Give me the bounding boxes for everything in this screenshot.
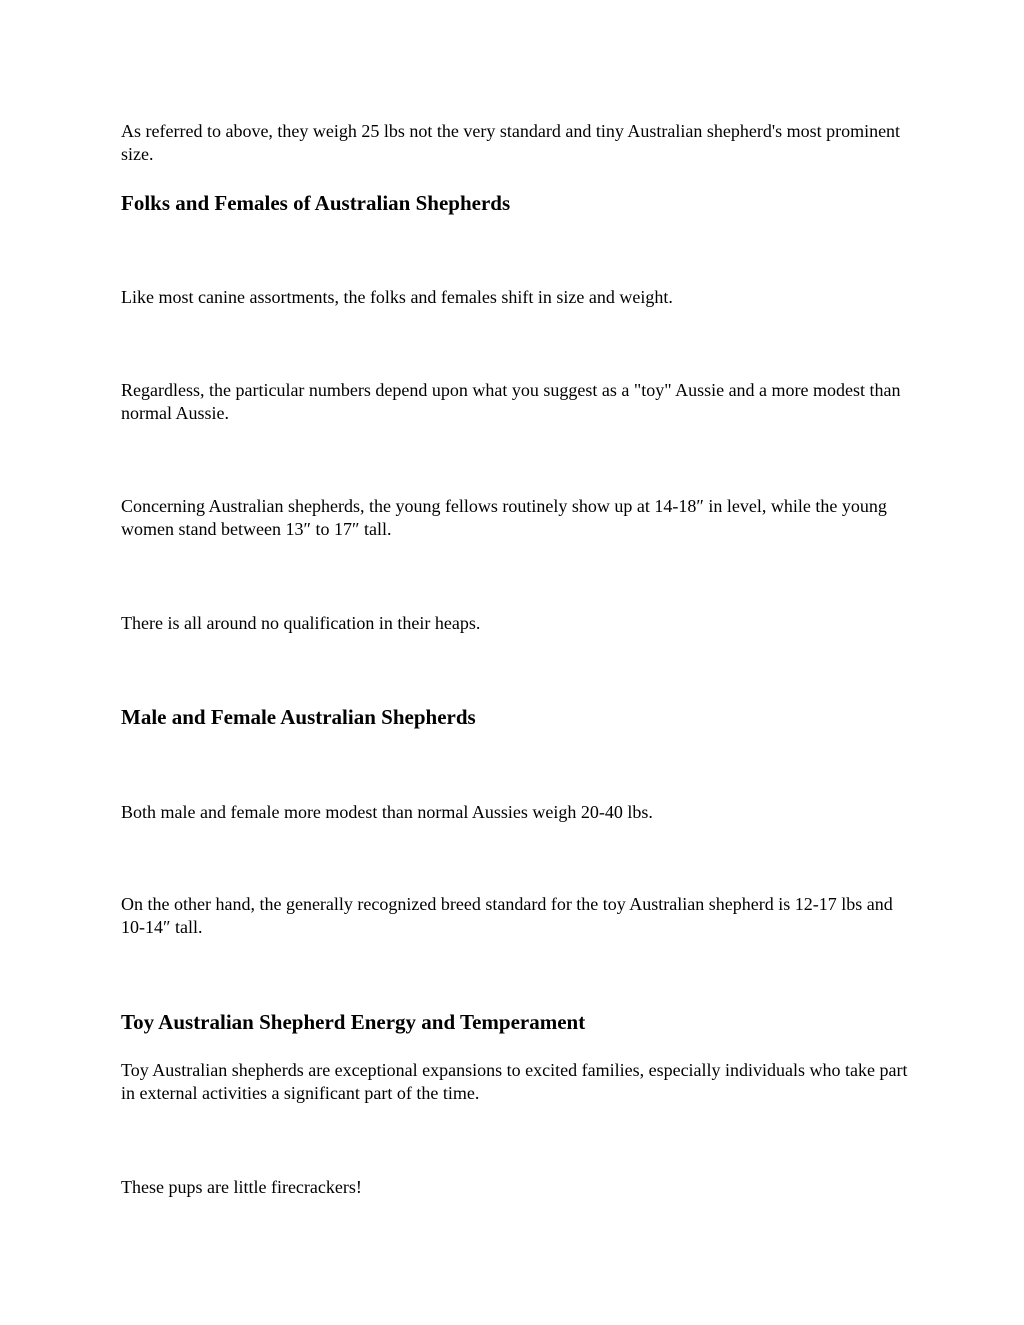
paragraph-height: Concerning Australian shepherds, the young fellows routinely show up at 14-18″ in level, while the young women stand between 13″ to 17″ tall. [121,496,887,539]
heading-energy-temperament: Toy Australian Shepherd Energy and Temperament [121,1010,586,1034]
paragraph-no-qualification: There is all around no qualification in their heaps. [121,613,481,633]
paragraph-firecrackers: These pups are little firecrackers! [121,1177,362,1197]
heading-folks-and-females: Folks and Females of Australian Shepherds [121,191,511,215]
paragraph-breed-standard: On the other hand, the generally recognized breed standard for the toy Australian shepherd is 12-17 lbs and 10-14″ tall. [121,894,893,937]
heading-male-and-female: Male and Female Australian Shepherds [121,705,476,729]
paragraph-size-weight: Like most canine assortments, the folks and females shift in size and weight. [121,287,673,307]
paragraph-families: Toy Australian shepherds are exceptional expansions to excited families, especially individuals who take part in external activities a significant part of the time. [121,1060,908,1103]
paragraph-weight-range: Both male and female more modest than normal Aussies weigh 20-40 lbs. [121,802,653,822]
paragraph-intro: As referred to above, they weigh 25 lbs not the very standard and tiny Australian shepherd's most prominent size. [121,121,901,164]
paragraph-toy-aussie: Regardless, the particular numbers depend upon what you suggest as a "toy" Aussie and a more modest than normal Aussie. [121,380,901,423]
